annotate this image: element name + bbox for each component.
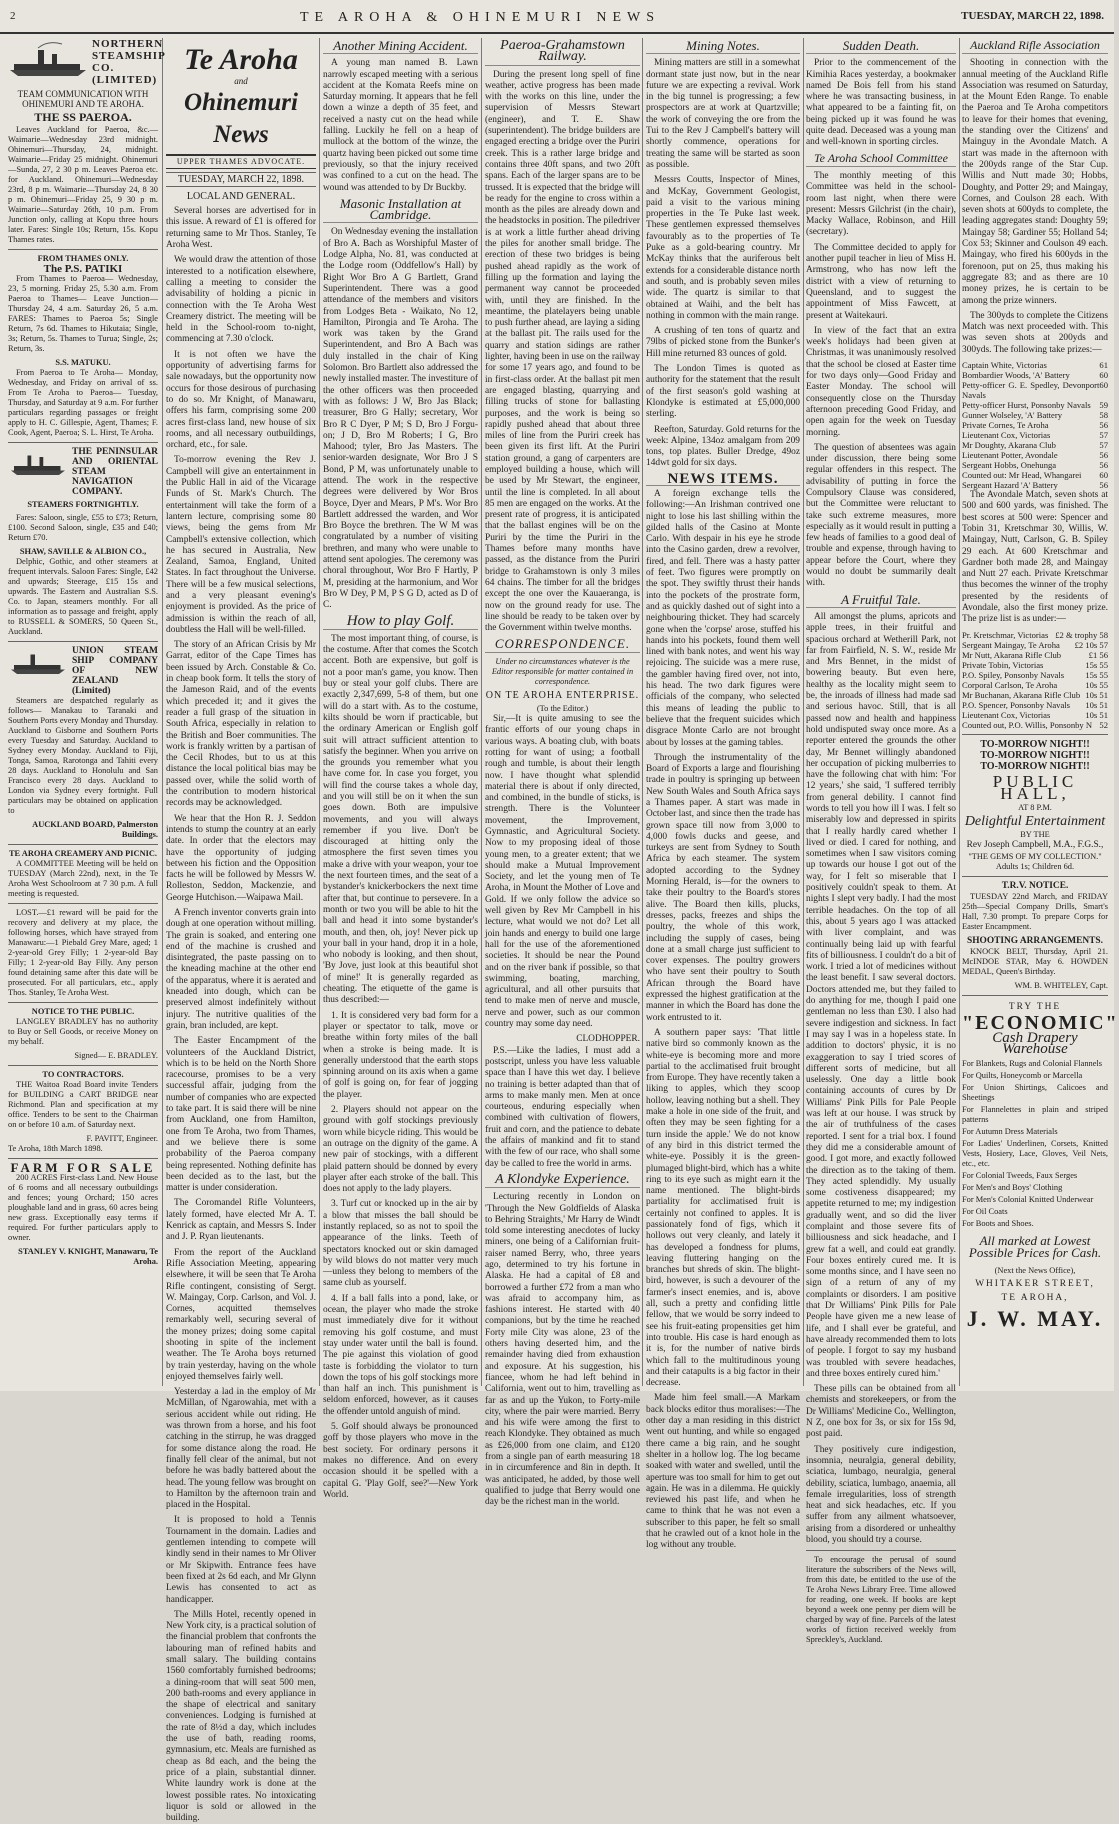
masthead bbox=[0, 8, 1114, 34]
ad-signature: STANLEY V. KNIGHT, Manawaru, Te Aroha. bbox=[18, 1247, 158, 1266]
article-heading: Sudden Death. bbox=[806, 40, 956, 54]
article-paragraph: Several horses are advertised for in this issue. A reward of £1 is offered for returning same to Mr Thos. Stanley, Te Aroha West. bbox=[166, 206, 316, 251]
prize-score: 10s 51 bbox=[1085, 689, 1108, 700]
prize-score: £2 & trophy 58 bbox=[1055, 629, 1108, 640]
article-paragraph: The monthly meeting of this Committee was held in the school-room last night, when there were present: Messrs Gilchrist (in the chair), Macky Wallace, Robinson, and Hill (secretary). bbox=[806, 170, 956, 238]
ad-heading: NORTHERN STEAMSHIP CO. (LIMITED) bbox=[92, 38, 166, 86]
store-item: For Colonial Tweeds, Faux Serges bbox=[962, 1171, 1078, 1181]
store-item: For Flannelettes in plain and striped patterns bbox=[962, 1105, 1108, 1125]
prize-row bbox=[962, 660, 1108, 670]
article-paragraph: Lecturing recently in London on 'Through the New Goldfields of Alaska to Behring Straights,' Mr Harry de Windt told some interesting anecdotes of lucky miners, one being of a Californian fruit-raiser named Berry, who, three years ago, determined to try his fortune in Alaska. He had a capital of £8 and borrowed a further £72 from a man who was afraid to accompany him, as fashions interest. He started with 40 companions, but by the time he reached Forty mile City was alone, 23 of the others having deserted him, and the remainder having died from exhaustion and exposure. At his suggestion, his fiancee, whom he had left behind in California, went out to him, travelling as far as and up the Yukon, to Forty-mile city, where the pair were married. Berry and his wife were among the first to reach Klondyke. They obtained as much as £26,000 from one claim, and £120 from a single pan of earth measuring 18 in in circumference and 8in in depth. It was anticipated, he added, by those well qualified to judge that Berry would one day be the richest man in the world. bbox=[485, 1192, 640, 1508]
prize-score: 10s 51 bbox=[1085, 699, 1108, 710]
prize-row bbox=[962, 640, 1108, 650]
prize-name: Bombardier Woods, 'A' Battery bbox=[962, 370, 1070, 381]
ad-line: TO-MORROW NIGHT!! bbox=[980, 738, 1090, 750]
ad-heading: TE AROHA CREAMERY AND PICNIC. bbox=[8, 849, 158, 858]
ad-venue: PUBLIC HALL, bbox=[992, 772, 1078, 803]
prize-score: 60 bbox=[1099, 380, 1108, 391]
prize-score: 61 bbox=[1099, 360, 1108, 371]
steamship-icon bbox=[8, 646, 68, 678]
prize-score: 58 bbox=[1099, 410, 1108, 421]
prize-row bbox=[962, 420, 1108, 430]
article-heading: Mining Notes. bbox=[646, 40, 800, 54]
store-item: For Men's and Boys' Clothing bbox=[962, 1183, 1063, 1193]
article-heading: Paeroa-Grahamstown Railway. bbox=[485, 40, 640, 66]
prize-name: Counted out: Mr Head, Whangarei bbox=[962, 470, 1082, 481]
ad-town: TE AROHA, bbox=[1001, 1293, 1069, 1304]
store-item: For Blankets, Rugs and Colonial Flannels bbox=[962, 1059, 1103, 1069]
prize-score: 56 bbox=[1099, 420, 1108, 431]
editor-disclaimer: Under no circumstances whatever is the Editor responsible for matter contained in correspondence. bbox=[491, 656, 634, 686]
ad-heading: THE PENINSULAR AND ORIENTAL STEAM NAVIGATION COMPANY. bbox=[72, 447, 158, 497]
ad-body: LANGLEY BRADLEY has no authority to Buy or Sell Goods, or receive Money on my behalf. bbox=[8, 1017, 158, 1046]
prize-row bbox=[962, 480, 1108, 490]
ad-body: 200 ACRES First-class Land. New House of 6 rooms and all necessary outbuildings and fences; young Orchard; 150 acres ploughable land and in grass, 60 acres being new grass. Exceptionally easy terms if required. For further particulars apply to owner. bbox=[8, 1173, 158, 1242]
prize-row bbox=[962, 670, 1108, 680]
article-paragraph: It is not often we have the opportunity of advertising farms for sale nowadays, but the opportunity now occurs for those desirous of purchasing to do so. Mr Knight, of Manawaru, offers his farm, comprising some 200 acres first-class land, new house of six rooms, and all necessary outbuildings, orchard, etc., for sale. bbox=[166, 349, 316, 451]
prize-score: £1 56 bbox=[1088, 649, 1108, 660]
paper-nameplate-ohinemuri: Ohinemuri News bbox=[184, 89, 298, 149]
ad-ship-name: The P.S. PATIKI bbox=[43, 263, 123, 275]
article-paragraph: These pills can be obtained from all chemists and storekeepers, or from the Dr Williams' Medicine Co., Wellington, N Z, one box for 3s, or six for 15s 9d, post paid. bbox=[806, 1384, 956, 1440]
prize-row bbox=[962, 430, 1108, 440]
ad-economic: "ECONOMIC" bbox=[962, 1011, 1119, 1034]
ad-heading: UNION STEAM SHIP COMPANY OF NEW ZEALAND (Limited) bbox=[72, 646, 158, 696]
ad-ship-name: S.S. MATUKU. bbox=[55, 358, 111, 367]
prize-row bbox=[962, 360, 1108, 370]
article-paragraph: They positively cure indigestion, insomnia, neuralgia, general debility, sciatica, lumbago, neuralgia, general debility, sciatica, lumbago, anaemia, all female irregularities, loss of strength heat and sick headaches, etc. If you suffer from any ailment whatsoever, arising from a disordered or unhealthy blood, you should try a course. bbox=[806, 1444, 956, 1545]
ad-ship-name: THE SS PAEROA. bbox=[34, 110, 132, 124]
article-paragraph: 1. It is considered very bad form for a player or spectator to talk, move or breathe within forty miles of the ball when a stroke is being made. It is generally understood that the earth stops spinning around on its axis when a game of golf is going on, for fear of jogging the player. bbox=[323, 1010, 478, 1100]
article-heading: CORRESPONDENCE. bbox=[485, 638, 640, 652]
article-heading: Masonic Installation at Cambridge. bbox=[323, 198, 478, 224]
ad-try: TRY THE bbox=[1008, 1002, 1062, 1013]
prize-name: Lieutenant Potter, Avondale bbox=[962, 450, 1058, 461]
ad-body: From Thames to Paeroa— Wednesday, 23, 5 morning. Friday 25, 5.30 a.m. From Paeroa to Thames— Leave Junction— Thursday 24, 4 a.m. Saturday 26, 5 a.m. FARES: Thames to Paeroa 5s; Single Return, 7s 6d. Thames to Hikutaia; Single, 3s; Return, 5s. Thames to Turua; Single, 2s; Return, 3s. bbox=[8, 274, 158, 353]
article-paragraph: Mining matters are still in a somewhat dormant state just now, but in the near future we are expecting a revival. Work in the big tunnel is progressing; a few prospectors are at work at Quartzville; the work of conveying the ore from the Tui to the Rev J Campbell's battery will shortly commence, operations for treating the same will be started as soon as possible. bbox=[646, 58, 800, 170]
ad-date: Te Aroha, 18th March 1898. bbox=[8, 1144, 103, 1153]
column-3 bbox=[323, 38, 478, 1500]
prize-score: 57 bbox=[1099, 430, 1108, 441]
ad-body: Delphic, Gothic, and other steamers at frequent intervals. Saloon Fares: Single, £42 and upwards; Steerage, £15 15s and upwards. The Eastern and Australian S.S. Co. to Japan, steamers monthly. For all information as to passage and freight, apply to RUSSELL & SOMERS, 50 Queen St., Auckland. bbox=[8, 557, 158, 636]
section-heading: LOCAL AND GENERAL. bbox=[186, 190, 296, 202]
prize-name: Mr Nutt, Akarana Rifle Club bbox=[962, 649, 1062, 660]
prize-name: Gunner Wolseley, 'A' Battery bbox=[962, 410, 1063, 421]
article-paragraph: Through the instrumentality of the Board of Exports a large and flourishing trade in poultry is springing up between New South Wales and South Africa says a Thames paper. A start was made in October last, and since then the trade has grown space till now from 3,000 to 4,000 fowls ducks and geese, and turkeys are sent from Sydney to South Africa by each steamer. The system adopted according to the Sydney Morning Herald, is—for the owners to take their poultry to the Board's stores alive. The Board then kills, plucks, dresses, packs, freezes and ships the poultry, the whole of this work, including the supply of cases, being done at a small charge just sufficient to cover expenses. The poultry growers who have sent their poultry to South African through the Board have expressed the highest gratification at the manner in which the Board has done the work entrusted to it. bbox=[646, 752, 800, 1023]
ad-price: Adults 1s; Children 6d. bbox=[995, 861, 1075, 871]
column-rule bbox=[319, 38, 320, 1386]
prize-score: 52 bbox=[1099, 719, 1108, 730]
prize-score: 10s 55 bbox=[1085, 679, 1108, 690]
article-paragraph: Prior to the commencement of the Kimihia Races yesterday, a bookmaker named De Bois fell from his stand where he was transacting business, in what appeared to be a fainting fit, on being picked up it was found he was quite dead. Deceased was a young man and well-known in sporting circles. bbox=[806, 58, 956, 148]
ad-signature: Signed— E. BRADLEY. bbox=[74, 1051, 158, 1060]
prize-name: Petty-officer G. E. Spedley, Devonport Navals bbox=[962, 380, 1100, 401]
prize-score: 56 bbox=[1099, 480, 1108, 491]
column-6 bbox=[806, 38, 956, 1645]
ad-body: Steamers are despatched regularly as follows— Manakau to Taranaki and Southern Ports every Monday and Thursday. Auckland to Gisborne and Southern Ports every Tuesday and Saturday. Auckland to Sydney every Monday. Auckland to Fiji, Tonga, Samoa, Rarotonga and Tahiti every 28 days. Auckland to Honolulu and San Francisco every 28 days. Auckland to London via Sydney every fortnight. Full particulars may be obtained on application to bbox=[8, 696, 158, 815]
column-rule bbox=[162, 38, 163, 1386]
article-paragraph: The 300yds to complete the Citizens Match was next proceeded with. This was seven shots at 200yds and 300yds. The following take prizes:— bbox=[962, 310, 1108, 355]
ad-signature: WM. B. WHITELEY, Capt. bbox=[1014, 981, 1108, 991]
store-item: For Autumn Dress Materials bbox=[962, 1127, 1058, 1137]
ad-body: From Paeroa to Te Aroha— Monday, Wednesday, and Friday on arrival of ss. From Te Aroha to Paeroa— Tuesday, Thursday, and Saturday at 9 a.m. For further particulars regarding passages or freight apply to H. C. Gillespie, Agent, Thames; F. Cook, Agent, Paeroa; S. L. Hirst, Te Aroha. bbox=[8, 368, 158, 437]
issue-date: TUESDAY, MARCH 22, 1898. bbox=[961, 10, 1104, 22]
ad-body: THE Waitoa Road Board invite Tenders for BUILDING a CART BRIDGE near Richmond. Plan and specification at my office. Tenders to be sent to the Chairman on or before 10 a.m. of Saturday next. bbox=[8, 1080, 158, 1129]
column-4 bbox=[485, 38, 641, 1508]
prize-name: P.O. Spiley, Ponsonby Navals bbox=[962, 669, 1065, 680]
prize-list-avondale bbox=[962, 630, 1108, 730]
ad-time: AT 8 P.M. bbox=[1018, 803, 1052, 813]
article-paragraph: It is proposed to hold a Tennis Tournament in the domain. Ladies and gentlemen intending to compete will kindly send in their names to Mr Oliver or Mr Skipwith. Entrance fees have been fixed at 2s 6d each, and Mr Glynn Lewis has consented to act as handicapper. bbox=[166, 1515, 316, 1605]
ad-heading: SHOOTING ARRANGEMENTS. bbox=[967, 935, 1103, 946]
prize-name: P.O. Spencer, Ponsonby Navals bbox=[962, 699, 1071, 710]
article-paragraph: Sir,—It is quite amusing to see the frantic efforts of our young chaps in various ways. A boating club, with boats rotting for want of using; a football rough and tumble, is about their length now. I have thought what splendid material there is about if only directed, and combined, in the bundle of sticks, is strength. There is the Volunteer movement, the Improvement, Gymnastic, and Agricultural Society. Now to my proposing ideal of those young men, to a greater extent; that we should make a Mutual Improvement Society, and let the young men of Te Aroha, in Mount the Mother of Love and Gold. If we only follow the advice so well given by Rev Mr Campbell in his lecture, what would we not do? Let all join hands and energy to build one large hall for the use of the aforementioned societies. It should be near the Pound and on the river bank if possible, so that swimming, boating, marching, agricultural, and all other pursuits that tend to make men of nerve and muscle, nerve and power, such as our common country may some day need. bbox=[485, 714, 640, 1030]
article-paragraph: In view of the fact that an extra week's holidays had been given at Christmas, it was unanimously resolved that the school be closed at Easter time for two days only—Good Friday and Easter Monday. The school will consequently close on the Thursday afternoon preceding Good Friday, and open again for the week on Tuesday morning. bbox=[806, 325, 956, 438]
prize-row bbox=[962, 370, 1108, 380]
prize-score: 15s 55 bbox=[1085, 659, 1108, 670]
article-heading: Another Mining Accident. bbox=[323, 40, 478, 54]
store-item: For Ladies' Underlinen, Corsets, Knitted Vests, Hosiery, Lace, Gloves, Veil Nets, etc., etc. bbox=[962, 1139, 1108, 1169]
library-notice: To encourage the perusal of sound literature the subscribers of the News will, from this date, be entitled to the use of the Te Aroha News Library Free. Time allowed for reading, one week. If books are kept beyond a week one penny per diem will be charged by way of fine. Parcels of the latest works of fiction received weekly from Spreckley's, Auckland. bbox=[806, 1555, 956, 1645]
article-paragraph: On Wednesday evening the installation of Bro A. Bach as Worshipful Master of Lodge Alpha, No. 81, was conducted at the Lodge room (Oddfellow's Hall) by Right Wor Bro A G Bartlett, Grand Superintendent. There was a good attendance of the members and visitors from Lodges Beta - Waikato, No 12, Hamilton, Pirongia and Te Aroha. The work was taken by the Grand Superintendent, and Bro A Bach was duly installed in the chair of King Solomon. Bro Bartlett also addressed the newly installed master. The investiture of the other officers was then proceeded with as follows: J W, Bro Jas Black; treasurer, Bro G Hally; secretary, Wor Bro R C Dyer, P M; S D, Bro J Forgu-on; J D, Bro M Roberts; I G, Bro Mahood; tyler, Bro Jas Masters. The senior-warden designate, Wor Bro J S Bond, P M, was unfortunately unable to attend. The work in the respective degrees were delivered by Wor Bros Boyce, Dyer and Mears, P M's. Wor Bro Bartlett addressed the warden, and Wor Bro Boyce the brethren. The W M was congratulated by a number of visiting brethren, and many who were unable to attend sent apologies. The ceremony was choral throughout, Wor Bro F Hartly, P M, presiding at the harmonium, and Wor Bro W Dey, P M, P S G D, acted as D of C. bbox=[323, 227, 478, 611]
prize-name: Counted out, P.O. Willis, Ponsonby N bbox=[962, 719, 1093, 730]
column-5 bbox=[646, 38, 800, 1551]
prize-row bbox=[962, 470, 1108, 480]
prize-name: Private Cornes, Te Aroha bbox=[962, 420, 1049, 431]
prize-name: Petty-officer Hurst, Ponsonby Navals bbox=[962, 400, 1091, 411]
article-paragraph: The Coromandel Rifle Volunteers, lately formed, have elected Mr A. T. Kenrick as captain, and Messrs S. Inder and J. P. Ryan lieutenants. bbox=[166, 1198, 316, 1243]
article-paragraph: To-morrow evening the Rev J. Campbell will give an entertainment in the Public Hall in aid of the Vicarage Funds of St. Mark's Church. The entertainment will take the form of a lantern lecture, comprising some 80 views, being the gems from Mr Campbell's extensive collection, which he has secured in Australia, New Zealand, Samoa, England, United States. In fact throughout the Universe. There will be a few musical selections, and a very pleasant evening's enjoyment is provided. As the price of admission is within the reach of all, doubtless the Hall will be well-filled. bbox=[166, 455, 316, 635]
prize-name: Lieutenant Cox, Victorias bbox=[962, 709, 1051, 720]
store-item: For Union Shirtings, Calicoes and Sheetings bbox=[962, 1083, 1108, 1103]
prize-row bbox=[962, 720, 1108, 730]
paper-subtitle: UPPER THAMES ADVOCATE. bbox=[166, 154, 316, 168]
letter-signature: CLODHOPPER. bbox=[576, 1034, 640, 1045]
article-paragraph: The Easter Encampment of the volunteers of the Auckland District, which is to be held on the North Shore racecourse, promises to be a very successful affair, judging from the number of companies who are expected to take part. It is said there will be nine from Auckland, one from Hamilton, one from Te Aroha, two from Thames, and we believe there is some probability of the Paeroa company being represented. Nothing definite has been decided as to the last, but the matter is under consideration. bbox=[166, 1036, 316, 1194]
article-heading: A Klondyke Experience. bbox=[485, 1174, 640, 1188]
prize-name: Lieutenant Cox, Victorias bbox=[962, 430, 1051, 441]
prize-score: 10s 51 bbox=[1085, 709, 1108, 720]
paper-nameplate-and: and bbox=[234, 76, 248, 86]
article-paragraph: The most important thing, of course, is the costume. After that comes the Scotch accent. Both are expensive, but golf is not a poor man's game, you know. Then buy or steal your golf clubs. There are exactly 2,347,699, 5-8 of them, but one will do a start with. As to the costume, kilts should be worn if practicable, but the ordinary American or English golf suit will attract sufficient attention to satisfy the beginner. When you arrive on the grounds you remember what you have come for. In case you forget, you will find the course takes a whole day, and you will still be on it when the sun goes down. Both are impulsive movements, and you will always remember if you live. Don't be discouraged at hitting only the atmosphere the first seven times you make a drive with your weapon, your toe the next fourteen times, and the seat of a bystander's knickerbockers the next time after that, but continue to persevere. In a month or two you will be able to hit the ball and head it into some bystander's mouth, and then, oh, joy! Never pick up your ball in your hand, drop it in a hole, who nobody is looking, and then shout, 'By Jove, just look at this beautiful shot of mine!' It is generally regarded as cheating. The etiquette of the game is thus described:— bbox=[323, 633, 478, 1006]
prize-row bbox=[962, 650, 1108, 660]
prize-score: 57 bbox=[1099, 440, 1108, 451]
newspaper-title: TE AROHA & OHINEMURI NEWS bbox=[300, 10, 660, 25]
prize-row bbox=[962, 440, 1108, 450]
ad-body: LOST.—£1 reward will be paid for the recovery and delivery at my place, the following horses, which have strayed from Manawaru:—1 Piebald Grey Mare, aged; 1 2-year-old Grey Filly; 1 2-year-old Bay Filly; 1 2-year-old Bay Filly. Any person found detaining same after this date will be prosecuted. For all particulars, etc., apply Thos. Stanley, Te Aroha West. bbox=[8, 908, 158, 997]
ad-show: "THE GEMS OF MY COLLECTION." bbox=[968, 851, 1102, 861]
letter-heading: ON TE AROHA ENTERPRISE. bbox=[485, 689, 640, 701]
ad-heading: TO CONTRACTORS. bbox=[42, 1070, 124, 1079]
article-paragraph: The story of an African Crisis by Mr Garrat, editor of the Cape Times has been issued by Arch. Constable & Co. in cheap book form. It tells the story of the Jameson Raid, and of the events which preceded it; and it gives the reader a full grasp of the situation in South Africa, especially in relation to the British and Boer communities. The work is frankly written by a partisan of the Cecil Rhodes, but to us at this distance the local political bias may be passed over, while the solid worth of the contribution to modern historical records may be acknowledged. bbox=[166, 640, 316, 809]
article-paragraph: 4. If a ball falls into a pond, lake, or ocean, the player who made the stroke must immediately dive for it without removing his golf costume, and must stay under water until the ball is found. The pie against this violation of good taste is forbidding the violator to turn down the tops of his golf stockings more than half an inch. This punishment is seldom enforced, however, as it causes the offender untold anguish of mind. bbox=[323, 1293, 478, 1417]
paper-nameplate-te-aroha: Te Aroha bbox=[184, 43, 298, 76]
article-paragraph: A young man named B. Lawn narrowly escaped meeting with a serious accident at the Komata Reefs mine on Saturday morning. It appears that he fell down a winze a depth of 35 feet, and received a nasty cut on the head while falling. Luckily he fell on a heap of mullock at the bottom of the winze, the quartz having been picked out some time previously, so that the injury received was confined to a cut on the head. The wound was attended to by Dr Buckby. bbox=[323, 58, 478, 193]
article-heading: How to play Golf. bbox=[323, 616, 478, 630]
ad-person: Rev Joseph Campbell, M.A., F.G.S., bbox=[966, 840, 1104, 851]
ad-body: TUESDAY 22nd March, and FRIDAY 25th—Special Company Drills, Smart's Hall, 7.30 prompt. To prepare Corps for Easter Encampment. bbox=[962, 891, 1108, 931]
prize-score: 60 bbox=[1099, 370, 1108, 381]
prize-row bbox=[962, 380, 1108, 400]
ad-heading: FROM THAMES ONLY. bbox=[37, 254, 129, 263]
ad-location: (Next the News Office), bbox=[994, 1266, 1076, 1276]
prize-name: Private Tobin, Victorias bbox=[962, 659, 1044, 670]
article-paragraph: Reefton, Saturday. Gold returns for the week: Alpine, 134oz amalgam from 209 tons, top plates. Buller Dredge, 49oz 14dwt gold for six days. bbox=[646, 424, 800, 469]
steamship-icon bbox=[8, 447, 68, 479]
article-paragraph: A southern paper says: 'That little native bird so commonly known as the white-eye is becoming more and more partial to the acclimatised fruit brought from Europe. They have recently taken a liking to apples, which they scoop hollow, leaving nothing but a shell. They make a hole in one side of the fruit, and often they may be seen fighting for a turn inside the apple.' We do not know of any bird in this district termed the white-eye. Possibly it is the green-plumaged blight-bird, which has a white ring to its eye such as might earn it the name mentioned. The blight-birds partiality for acclimatised fruit is certainly not confined to apples. It is passionately fond of figs, which it hollows out very cleanly, and lately it has developed a fondness for plums, leaving fluttering hanging on the branches but shreds of skin. The blight-bird, however, is such a devourer of the farmer's insect enemies, and is, above all, such a pretty and confiding little fellow, that we would be sorry indeed to see his fruit-eating propensities get him into trouble. His case is hard enough as it is, for the number of native birds which fall to the multitudinous young and their catapults is a big factor in their decrease. bbox=[646, 1027, 800, 1389]
prize-score: 56 bbox=[1099, 460, 1108, 471]
column-7 bbox=[962, 38, 1119, 1386]
letter-salutation: (To the Editor.) bbox=[536, 704, 589, 714]
store-item-list bbox=[962, 1059, 1108, 1229]
article-paragraph: A foreign exchange tells the following:—An Irishman contrived one night to lose his last shilling within the gilded halls of the Casino at Monte Carlo. With despair in his eye he strode into the Casino garden, drew a revolver, fired, and fell. There was a hasty patter of feet. Two figures were promptly on the spot. They swiftly thrust their hands into the pockets of the prostrate form, and as quickly dashed out of sight into a neighbouring thicket. They had scarcely gone when the 'corpse' arose, stuffed his hands into his pockets, found them well lined with bank notes, and went his way rejoicing. The suicide was a mere ruse, the gambler having fired over, not into, his head. The two dark figures were officials of the company, who selected this means of leading the public to believe that the frequent suicides which disgrace Monte Carlo are not brought about by losses at the gaming tables. bbox=[646, 488, 800, 748]
prize-name: Corporal Carlson, Te Aroha bbox=[962, 679, 1058, 690]
ad-body: KNOCK BELT, Thursday, April 21. McINDOE STAR, May 6. HOWDEN MEDAL, Queen's Birthday. bbox=[962, 947, 1108, 977]
ad-heading: T.R.V. NOTICE. bbox=[1001, 880, 1069, 891]
ad-by: BY THE bbox=[1020, 830, 1050, 840]
article-paragraph: We would draw the attention of those interested to a notification elsewhere, calling a meeting to consider the advisability of holding a picnic in connection with the Te Aroha West Creamery district. The meeting will be held in the School-room to-night, commencing at 7.30 o'clock. bbox=[166, 255, 316, 345]
store-item: For Men's Colonial Knitted Underwear bbox=[962, 1195, 1094, 1205]
ad-body: Leaves Auckland for Paeroa, &c.— Waimarie—Wednesday 23rd midnight. Ohinemuri—Thursday, 24, midnight. Waimarie—Friday 25 midnight. Ohinemuri—Sunda, 27, 2 30 p m. Leaves Paeroa etc. for Auckland. Ohinemuri—Wednesday 23rd, 8 p m. Waimarie—Thursday 24, 8 30 p m. Ohinemuri—Friday 25, 9 30 p m. Waimarie—Saturday 26th, 10 p.m. From Junction only, calling at Kopu three hours later. Fares: Single 10s; Return, 15s. Kopu Thames rates. bbox=[8, 125, 158, 244]
article-heading: Te Aroha School Committee bbox=[806, 153, 956, 167]
article-paragraph: A French inventor converts grain into dough at one operation without milling. The grain is soaked, and entering one end of the machine is crushed and disintegrated, the paste passing on to the kneading machine at the other end of the apparatus, where it is aerated and kneaded into dough, which can be preserved almost indefinitely without injury. The nutritive qualities of the grain, bran included, are kept. bbox=[166, 908, 316, 1031]
prize-score: 15s 55 bbox=[1085, 669, 1108, 680]
prize-score: 59 bbox=[1099, 400, 1108, 411]
prize-row bbox=[962, 400, 1108, 410]
dateline: TUESDAY, MARCH 22, 1898. bbox=[166, 172, 316, 187]
column-rule bbox=[481, 38, 482, 1386]
ad-store-name: Cash Drapery Warehouse bbox=[992, 1029, 1078, 1058]
column-local-general bbox=[166, 38, 316, 1824]
article-paragraph: A crushing of ten tons of quartz and 79lbs of picked stone from the Bunker's Hill mine returned 83 ounces of gold. bbox=[646, 326, 800, 359]
prize-name: Mr Buchanan, Akarana Rifle Club bbox=[962, 689, 1081, 700]
ad-line: TO-MORROW NIGHT!! bbox=[980, 761, 1090, 773]
ad-street: WHITAKER STREET, bbox=[975, 1279, 1095, 1290]
ad-heading: FARM FOR SALE bbox=[10, 1160, 156, 1175]
prize-score: £2 10s 57 bbox=[1074, 639, 1108, 650]
ad-body: A COMMITTEE Meeting will be held on TUESDAY (March 22nd), next, in the Te Aroha West Schoolroom at 7 30 p.m. A full meeting is requested. bbox=[8, 859, 158, 898]
article-paragraph: 2. Players should not appear on the ground with golf stockings previously worn while bicycle riding. This would be an outrage on the dignity of the game. A new pair of stockings, with a different plaid pattern should be donned by every player after each stroke of the ball. This does not apply to the lady players. bbox=[323, 1105, 478, 1195]
prize-score: 60 bbox=[1099, 470, 1108, 481]
ad-subheading: STEAMERS FORTNIGHTLY. bbox=[27, 500, 139, 509]
prize-name: Pr. Kretschmar, Victorias bbox=[962, 629, 1049, 640]
article-paragraph: The Avondale Match, seven shots at 500 and 600 yards, was finished. The best scores at 500 were: Spencer and Tobin 31, Kretschmar 30, Willis, W. Maingay, Nutt, Carlson, G. B. Spiley 29 each. At 600 Kretschmar and Gardner both made 28, and Maingay and Nutt 27 each. Private Kretschmar thus becomes the winner of the trophy presented by the residents of Avondale, also the first money prize. The prize list is as under:— bbox=[962, 490, 1108, 625]
store-item: For Quilts, Honeycomb or Marcella bbox=[962, 1071, 1083, 1081]
prize-name: Sergeant Hobbs, Onehunga bbox=[962, 460, 1057, 471]
article-paragraph: From the report of the Auckland Rifle Association Meeting, appearing elsewhere, it will be seen that Te Aroha Rifle contingent, consisting of Sergt. W. Maingay, Corp. Carlson, and Vol. J. Cornes, acquitted themselves remarkably well, securing several of the money prizes; doing some capital shooting in spite of the inclement weather. The Te Aroha boys returned by train yesterday, having on the whole enjoyed themselves fairly well. bbox=[166, 1247, 316, 1382]
article-heading: A Fruitful Tale. bbox=[806, 594, 956, 608]
article-paragraph: Shooting in connection with the annual meeting of the Auckland Rifle Association was resumed on Saturday, at the Mount Eden Range. To enable the Paeroa and Te Aroha competitors to leave for their homes that evening, the standing over the Citizens' and Mainguy in the Avondale Match. A start was made in the afternoon with the 200yds range of the Star Cup. Willis and Nutt made 30; Hobbs, Doughty, and Potter 29; and Maingay, Cornes, and Coulson 28 each. With seven shots at 600yds to complete, the leading aggregates stand: Doughty 59; Maingay 58; Gardiner 55; Holland 54; Cox 53; Skinner and Coulson 49 each. Maingay, who fired his 600yds in the forenoon, put on 25, thus making his aggregate 83; and as there are 10 money prizes, he is certain to be among the prize winners. bbox=[962, 58, 1108, 306]
article-paragraph: The Mills Hotel, recently opened in New York city, is a practical solution of the financial problem that confronts the labouring man of refined habits and small salary. The building contains 1560 comfortably furnished bedrooms; a dining-room that will seat 500 men, 200 bath-rooms and every appliance in the shape of electrical and sanitary conveniences. Lodging is furnished at the rate of 8½d a day, which includes the use of bath, reading rooms, gymnasium, etc. Meals are furnished as cheap as 8d each, and the being the price of a plain, substantial dinner. White laundry work is done at the lowest possible rates. No intoxicating liquor is sold or allowed in the building. bbox=[166, 1609, 316, 1824]
page-number: 2 bbox=[10, 10, 16, 22]
article-paragraph: During the present long spell of fine weather, active progress has been made with the works on this line, under the supervision of Messrs Stewart (engineer), and T. E. Shaw (superintendent). The bridge builders are engaged erecting a bridge over the Puriri creek. This is a rather large bridge and contains three 40ft spans, and two 20ft spans. Each of the larger spans are to be trussed. It is expected that the bridge will be ready for the engine to cross within a month as the piles are already down and the headstocks in position. The piledriver is at work a little further ahead driving the piles for another small bridge. The erection of these two bridges is being pushed ahead rapidly as the work of filling up the formation and laying the permanent way cannot be proceeded with, until they are finished. In the meantime, the platelayers being unable to push further ahead, are laying a siding at the ballast pit. The rails used for the quarry and station sidings are rather lighter, having been in use on the railway for some 17 years ago, and found to be in first-class order. At the ballast pit men are engaged blasting, quarrying and filling trucks of stone for ballasting purposes, and the work is being so rapidly pushed ahead that about three miles of line from the Puriri creek has been given its first lift. At the Puriri station ground, a gang of carpenters are employed building a house, which will be used by Mr Stewart, the engineer, until the line is completed. In all about 85 men are engaged on the works. At the present rate of progress, it is anticipated that the ballast engines will be on the Puriri by the time the Puriri in the Thames before many months have passed, as the distance from the Puriri bridge to Grahamstown is only 3 miles 64 chains. The timber for all the bridges except the one over the Kauaeranga, is now on the ground ready for use. The line should be ready to be taken over by the Government within twelve months. bbox=[485, 69, 641, 634]
prize-name: Mr Doughty, Akarana Club bbox=[962, 440, 1056, 451]
column-rule bbox=[959, 38, 960, 1386]
article-paragraph: 3. Turf cut or knocked up in the air by a blow that misses the ball should be instantly replaced, so as not to spoil the appearance of the links. Teeth of spectators knocked out or skin damaged by wild blows do not matter very much—unless they belong to members of the same club as yourself. bbox=[323, 1199, 478, 1289]
article-paragraph: The London Times is quoted as authority for the statement that the result of the first season's gold washing at Klondyke is estimated at £5,000,000 sterling. bbox=[646, 364, 800, 420]
article-paragraph: P.S.—Like the ladies, I must add a postscript, unless you have less valuable space than I have this wet day. I believe no training is better adapted than that of arms to make manly men. Men at once courteous, enduring especially when combined with cultivation of flowers, fruit and corn, and the patience to debate the affairs of mankind and fit to stand with the few of our race, who shall some day be called to free the world in arms. bbox=[485, 1045, 640, 1169]
article-paragraph: Messrs Coutts, Inspector of Mines, and McKay, Government Geologist, paid a visit to the various mining properties in the Te Puke last week. These gentlemen expressed themselves favourably as to the properties of Te Puke as a gold-bearing country. Mr McKay thinks that the auriferous belt extends for a considerable distance north and south, and is probably seven miles wide. The quartz is similar to that obtained at Waihi, and the belt has nothing in common with the main range. bbox=[646, 175, 800, 321]
prize-name: Sergeant Hazard 'A' Battery bbox=[962, 480, 1058, 491]
prize-list-citizens bbox=[962, 360, 1108, 490]
prize-row bbox=[962, 450, 1108, 460]
prize-name: Captain White, Victorias bbox=[962, 360, 1047, 371]
prize-row bbox=[962, 700, 1108, 710]
ad-title: Delightful Entertainment bbox=[964, 814, 1106, 830]
ad-agents: SHAW, SAVILLE & ALBION CO., bbox=[19, 547, 147, 556]
article-paragraph: Yesterday a lad in the employ of Mr McMillan, of Ngarowahia, met with a serious accident while out riding. He was thrown from a horse, and his foot catching in the stirrup, he was dragged for some distance along the road. He finally fell clear of the animal, but not before he was badly battered about the head. The young fellow was brought on to Hamilton by the afternoon train and placed in the Hospital. bbox=[166, 1387, 316, 1511]
column-rule bbox=[803, 38, 804, 1386]
prize-row bbox=[962, 680, 1108, 690]
article-paragraph: We hear that the Hon R. J. Seddon intends to stump the country at an early date. In order that the electors may have the opportunity of judging between his fiction and the Opposition facts he will be followed by Messrs W. Rolleston, Seddon, Mackenzie, and George Hutchison.—Waipawa Mail. bbox=[166, 813, 316, 903]
article-paragraph: All amongst the plums, apricots and apple trees, in their fruitful and spacious orchard at Wetherill Park, not far from Fairfield, N. S. W., reside Mr and Mrs Bennet, in the midst of bowering beauty. But even here, healthy as the locality might seem to be, the inroads of illness had made sad and serious havoc. Still, that is all passed now and health and happiness hold undisputed sway once more. As a reporter entered the grounds the other day, Mr Bennet willingly abandoned her occupation of picking mulberries to have the following chat with him: 'For 12 years,' she said, 'I suffered terribly from general debility. I cannot find words to tell you how ill I was. I felt so miserably low and depressed in spirits that I really hardly cared whether I lived or died. I cared for nothing, and sometimes when I saw visitors coming up towards our house I got out of the way, for I felt so miserable that I positively couldn't speak to them. At nights I slept very badly. I had the most terrible headaches. On the top of all this, about 5 years ago I was attacked with liver complaint, and was continually being laid up with fearful fits of billiousness. I couldn't do a bit of work. I tried a lot of medicines without the least benefit. I saw several doctors. Doctors attended me, but they failed to do anything for me, though I paid one gentleman no less than £30. I also had severe indigestion and sickness. In fact I may say I was in a hopeless state. In addition to doctors' physic, it is no exaggeration to say I tried scores of different sorts of medicine, but all uselessly. One day a little book containing accounts of cures by Dr Williams' Pink Pills for Pale People was left at our house. I was struck by the air of truthfulness of the cases reported. I sent for a trial box. I found they did me a considerable amount of good. I got more, and exactly followed the direction as to the taking of them. They acted splendidly. My usually some costiveness disappeared; my appetite returned to me; my indigestion gradually went, and so did the liver complaint and those severe fits of billiousness and sick headache, and I grew fat a well, and could eat grandly. Four boxes entirely cured me. It is some months since, and I have seen no sign of a return of any of my complaints or disorders. I am positive that Dr Williams' Pink Pills for Pale People have given me a new lease of life, and I shall ever be grateful, and have already recommended them to lots of people. I forgot to say my husband was troubled with severe headaches, and three boxes entirely cured him.' bbox=[806, 611, 956, 1379]
ad-signature: F. PAVITT, Engineer. bbox=[86, 1134, 158, 1143]
prize-score: 56 bbox=[1099, 450, 1108, 461]
column-advertisements bbox=[8, 38, 166, 1386]
store-item: For Oil Coats bbox=[962, 1207, 1008, 1217]
ad-owner: J. W. MAY. bbox=[966, 1305, 1104, 1331]
ad-signature: AUCKLAND BOARD, Palmerston Buildings. bbox=[32, 820, 158, 839]
article-paragraph: Made him feel small.—A Markam back blocks editor thus moralises:—The other day a man residing in this district went out hunting, and while so engaged there came a big rain, and he sought shelter in a hollow log. The log became soaked with water and swelled, until the aperture was too small for him to get out again. He was in a dilemma. He quickly reviewed his past life, and when he came to think that he was not even a subscriber to this paper, he felt so small that he crawled out of a knot hole in the log without any trouble. bbox=[646, 1393, 800, 1551]
prize-row bbox=[962, 630, 1108, 640]
article-heading: Auckland Rifle Association bbox=[962, 40, 1108, 54]
article-paragraph: 5. Golf should always be pronounced goff by those players who move in the best society. For ordinary persons it makes no difference. And on every occasion should it be spelled with a capital G. 'Play Golf, see?'—New York World. bbox=[323, 1422, 478, 1500]
article-heading: NEWS ITEMS. bbox=[646, 474, 800, 486]
prize-row bbox=[962, 460, 1108, 470]
article-paragraph: The Committee decided to apply for another pupil teacher in lieu of Miss H. Armstrong, who has now left the district with a view of returning to Queensland, and to suggest the appointment of Miss Fawcett, at present at Waitekauri. bbox=[806, 242, 956, 321]
column-rule bbox=[642, 38, 643, 1386]
ad-heading: NOTICE TO THE PUBLIC. bbox=[31, 1007, 135, 1016]
ad-body: Fares: Saloon, single, £55 to £73; Return, £100. Second Saloon, single, £35 and £40; Return £70. bbox=[8, 513, 158, 542]
store-item: For Boots and Shoes. bbox=[962, 1219, 1034, 1229]
prize-row bbox=[962, 690, 1108, 700]
steamship-icon bbox=[8, 38, 88, 78]
article-paragraph: The question of absentees was again under discussion, there being some regular offenders in this respect. The advisability of putting in force the Compulsory Clause was considered, but the Committee were reluctant to take such extreme measures, more especially as it would result in putting a few heads of families to a good deal of trouble and expense, through having to appear before the Court, where they would no doubt be summarily dealt with. bbox=[806, 442, 956, 589]
ad-subheading: TEAM COMMUNICATION WITH OHINEMURI AND TE AROHA. bbox=[17, 89, 149, 109]
prize-row bbox=[962, 710, 1108, 720]
prize-name: Sergeant Maingay, Te Aroha bbox=[962, 639, 1060, 650]
ad-line: TO-MORROW NIGHT!! bbox=[980, 749, 1090, 761]
ad-marked: All marked at Lowest Possible Prices for Cash. bbox=[968, 1233, 1102, 1260]
prize-row bbox=[962, 410, 1108, 420]
